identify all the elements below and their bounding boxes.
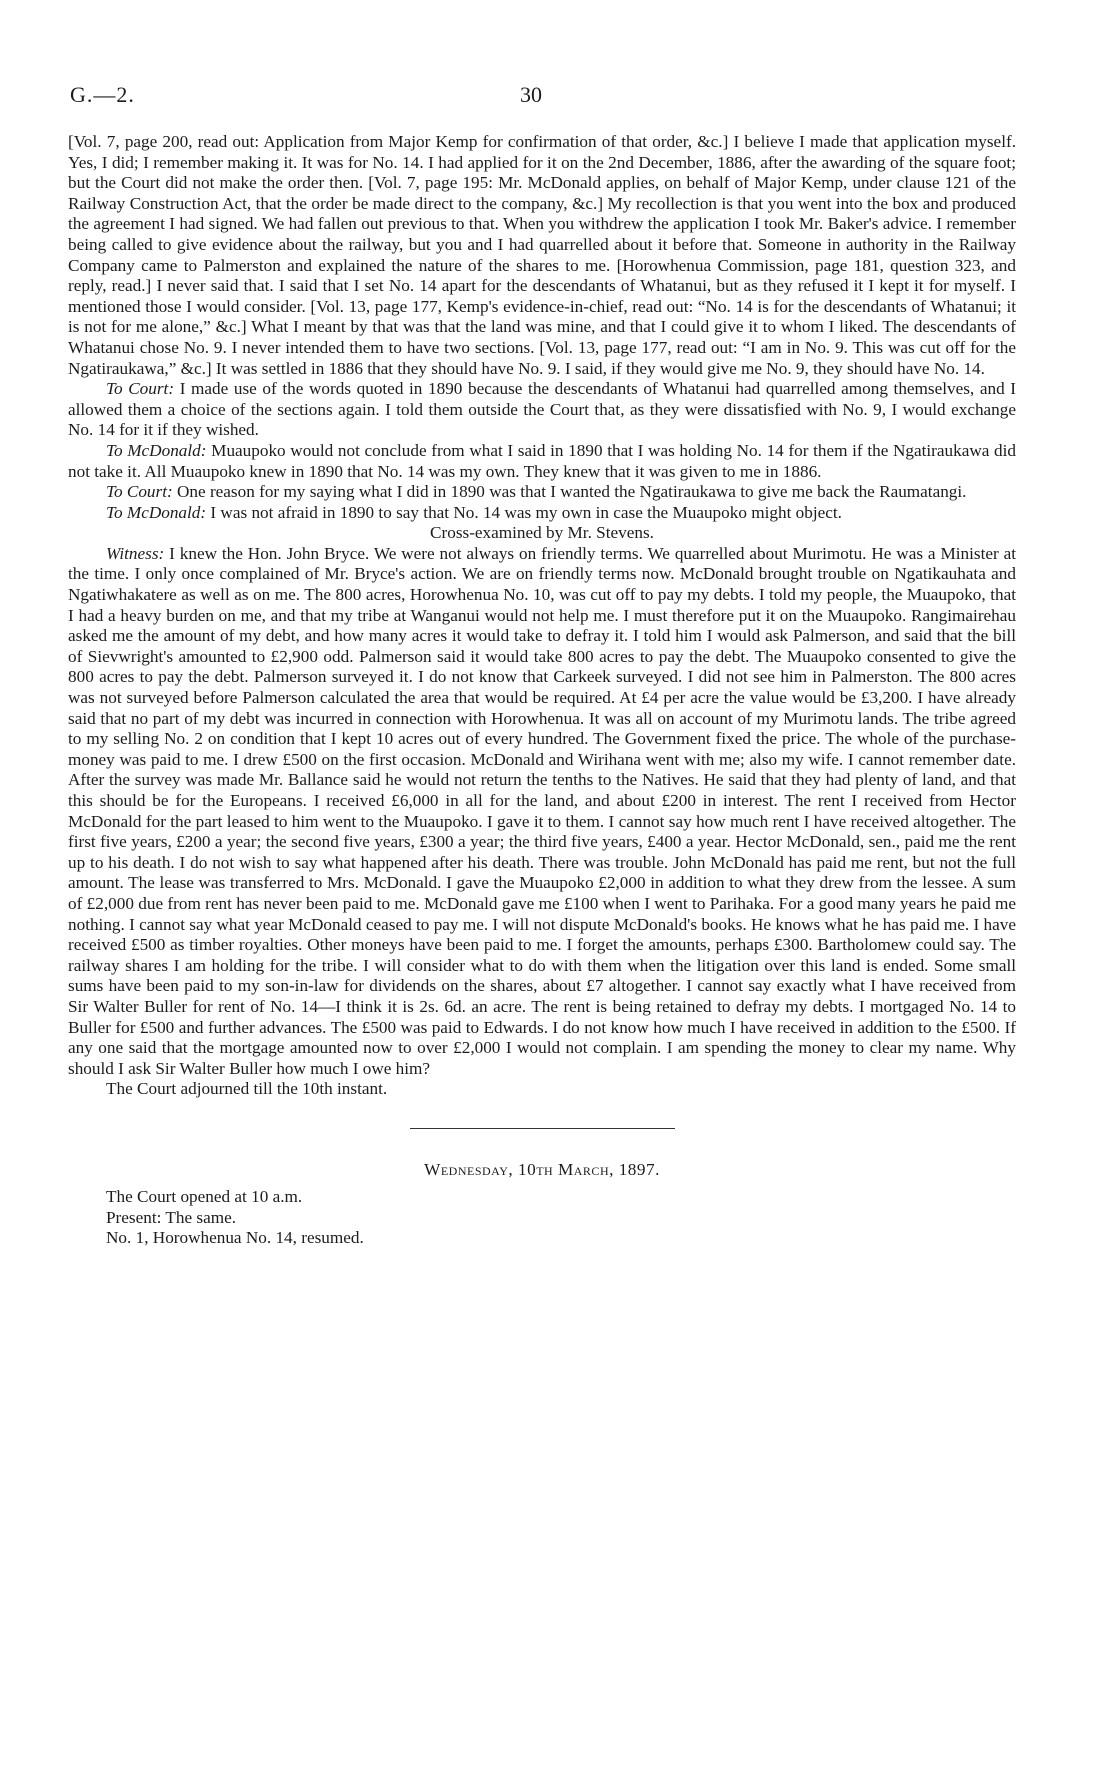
paragraph-vol-7: [Vol. 7, page 200, read out: Application from Major Kemp for confirmation of that order, &c.] I believe I made that application myself. Yes, I did; I remember making it. It was for No. 14. I had applied for it on the 2nd December, 1886, after the awarding of the square foot; but the Court did not make the order then. [Vol. 7, page 195: Mr. McDonald applies, on behalf of Major Kemp, under clause 121 of the Railway Construction Act, that the order be made direct to the company, &c.] My recollection is that you went into the box and produced the agreement I had signed. We had fallen out previous to that. When you withdrew the application I took Mr. Baker's advice. I remember being called to give evidence about the railway, but you and I had quarrelled about it before that. Someone in authority in the Railway Company came to Palmerston and explained the nature of the shares to me. [Horowhenua Commission, page 181, question 323, and reply, read.] I never said that. I said that I set No. 14 apart for the descendants of Whatanui, but as they refused it I kept it for myself. I mentioned those I would consider. [Vol. 13, page 177, Kemp's evidence-in-chief, read out: “No. 14 is for the descendants of Whatanui; it is not for me alone,” &c.] What I meant by that was that the land was mine, and that I could give it to whom I liked. The descendants of Whatanui chose No. 9. I never intended them to have two sections. [Vol. 13, page 177, read out: “I am in No. 9. This was cut off for the Ngatiraukawa,” &c.] It was settled in 1886 that they should have No. 9. I said, if they would give me No. 9, they should have No. 14. bbox=[68, 132, 1016, 378]
speaker-label: Witness: bbox=[106, 543, 165, 563]
speaker-label: To Court: bbox=[106, 482, 173, 502]
paragraph-text: Muaupoko would not conclude from what I said in 1890 that I was holding No. 14 for them if the Ngatiraukawa did not take it. All Muaupoko knew in 1890 that No. 14 was my own. They knew that it was given to me in 1886. bbox=[68, 440, 1017, 481]
document-code: G.—2. bbox=[70, 82, 135, 107]
proceedings-line: The Court opened at 10 a.m. bbox=[106, 1186, 303, 1206]
date-heading bbox=[68, 1159, 1016, 1181]
date-heading-text: Wednesday, 10th March, 1897. bbox=[424, 1159, 660, 1179]
speaker-label: To McDonald: bbox=[106, 440, 207, 460]
paragraph-text: I made use of the words quoted in 1890 because the descendants of Whatanui had quarrelled among themselves, and I allowed them a choice of the sections again. I told them outside the Court that, as they were dissatisfied with No. 9, I would exchange No. 14 for it if they wished. bbox=[68, 379, 1017, 440]
body-text bbox=[68, 132, 1016, 1100]
paragraph-text: I was not afraid in 1890 to say that No. 14 was my own in case the Muaupoko might object. bbox=[210, 502, 842, 522]
speaker-label: To McDonald: bbox=[106, 502, 207, 522]
adjournment-line: The Court adjourned till the 10th instant. bbox=[106, 1079, 388, 1099]
proceedings-line: No. 1, Horowhenua No. 14, resumed. bbox=[106, 1228, 364, 1248]
paragraph-to-mcdonald-2 bbox=[68, 503, 1016, 524]
speaker-label: To Court: bbox=[106, 379, 175, 399]
paragraph-to-mcdonald-1 bbox=[68, 441, 1016, 482]
proceedings-line: Present: The same. bbox=[106, 1207, 236, 1227]
paragraph-to-court-2 bbox=[68, 482, 1016, 503]
page-header bbox=[68, 82, 1016, 132]
paragraph-to-court-1 bbox=[68, 379, 1016, 441]
page-number: 30 bbox=[520, 82, 542, 107]
section-divider bbox=[410, 1128, 675, 1129]
paragraph-text: I knew the Hon. John Bryce. We were not always on friendly terms. We quarrelled about Murimotu. He was a Minister at the time. I only once complained of Mr. Bryce's action. We are on friendly terms now. McDonald brought trouble on Ngatikauhata and Ngatiwhakatere as well as on me. The 800 acres, Horowhenua No. 10, was cut off to pay my debts. I told my people, the Muaupoko, that I had a heavy burden on me, and that my tribe at Wanganui would not help me. I must therefore put it on the Muaupoko. Rangimairehau asked me the amount of my debt, and how many acres it would take to defray it. I told him I would ask Palmerson, and said that the bill of Sievwright's amounted to £2,900 odd. Palmerson said it would take 800 acres to pay the debt. The Muaupoko consented to give the 800 acres to pay the debt. Palmerson surveyed it. I do not know that Carkeek surveyed. I did not see him in Palmerston. The 800 acres was not surveyed before Palmerson calculated the area that would be required. At £4 per acre the value would be £3,200. I have already said that no part of my debt was incurred in connection with Horowhenua. It was all on account of my Murimotu lands. The tribe agreed to my selling No. 2 on condition that I kept 10 acres out of every hundred. The Government fixed the price. The whole of the purchase-money was paid to me. I drew £500 on the first occasion. McDonald and Wirihana went with me; also my wife. I cannot remember date. After the survey was made Mr. Ballance said he would not return the tenths to the Natives. He said that they had plenty of land, and that this should be for the Europeans. I received £6,000 in all for the land, and about £200 in interest. The rent I received from Hector McDonald for the part leased to him went to the Muaupoko. I gave it to them. I cannot say how much rent I have received altogether. The first five years, £200 a year; the second five years, £300 a year; the third five years, £400 a year. Hector McDonald, sen., paid me the rent up to his death. I do not wish to say what happened after his death. There was trouble. John McDonald has paid me rent, but not the full amount. The lease was transferred to Mrs. McDonald. I gave the Muaupoko £2,000 in addition to what they drew from the lessee. A sum of £2,000 due from rent has never been paid to me. McDonald gave me £100 when I went to Parihaka. For a good many years he paid me nothing. I cannot say what year McDonald ceased to pay me. I will not dispute McDonald's books. He knows what he has paid me. I have received £500 as timber royalties. Other moneys have been paid to me. I forget the amounts, perhaps £300. Bartholomew could say. The railway shares I am holding for the tribe. I will consider what to do with them when the litigation over this land is ended. Some small sums have been paid to my son-in-law for dividends on the shares, about £7 altogether. I cannot say exactly what I have received from Sir Walter Buller for rent of No. 14—I think it is 2s. 6d. an acre. The rent is being retained to defray my debts. I mortgaged No. 14 to Buller for £500 and further advances. The £500 was paid to Edwards. I do not know how much I have received in addition to the £500. If any one said that the mortgage amounted now to over £2,000 I would not complain. I am spending the money to clear my name. Why should I ask Sir Walter Buller how much I owe him? bbox=[68, 543, 1017, 1078]
paragraph-witness bbox=[68, 544, 1016, 1079]
paragraph-text: One reason for my saying what I did in 1890 was that I wanted the Ngatiraukawa to give me back the Raumatangi. bbox=[177, 482, 967, 502]
proceedings bbox=[68, 1187, 1016, 1249]
cross-examination-heading: Cross-examined by Mr. Stevens. bbox=[430, 523, 654, 543]
